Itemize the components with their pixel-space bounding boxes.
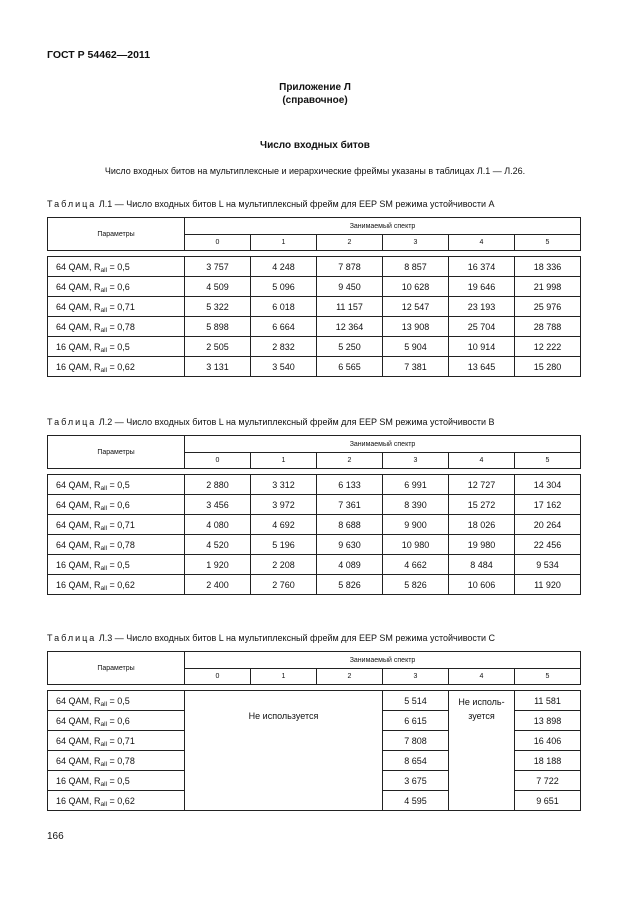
- value-cell: 7 808: [383, 731, 449, 751]
- value-cell: 13 908: [383, 317, 449, 337]
- value-cell: 6 991: [383, 475, 449, 495]
- value-cell: 4 595: [383, 791, 449, 811]
- section-title: Число входных битов: [260, 140, 370, 151]
- table-row: [48, 575, 581, 595]
- table-3: [47, 651, 581, 811]
- value-cell: 7 361: [317, 495, 383, 515]
- value-cell: 4 662: [383, 555, 449, 575]
- column-header: 5: [515, 453, 581, 469]
- value-cell: 25 704: [449, 317, 515, 337]
- value-cell: 2 400: [185, 575, 251, 595]
- column-header: 0: [185, 453, 251, 469]
- value-cell: 9 900: [383, 515, 449, 535]
- value-cell: 5 514: [383, 691, 449, 711]
- param-cell: 64 QAM, $R_{all} = 0,78$: [48, 751, 185, 771]
- table-row: [48, 317, 581, 337]
- value-cell: 14 304: [515, 475, 581, 495]
- table-3-caption-prefix: Таблица: [47, 633, 97, 643]
- param-cell: 16 QAM, $R_{all} = 0,5$: [48, 337, 185, 357]
- value-cell: 3 312: [251, 475, 317, 495]
- value-cell: 5 096: [251, 277, 317, 297]
- value-cell: 8 484: [449, 555, 515, 575]
- value-cell: 9 534: [515, 555, 581, 575]
- value-cell: 18 026: [449, 515, 515, 535]
- param-cell: 16 QAM, $R_{all} = 0,5$: [48, 771, 185, 791]
- column-header: 2: [317, 453, 383, 469]
- value-cell: 18 336: [515, 257, 581, 277]
- value-cell: 8 688: [317, 515, 383, 535]
- column-header: 4: [449, 453, 515, 469]
- param-cell: 16 QAM, $R_{all} = 0,5$: [48, 555, 185, 575]
- value-cell: 8 654: [383, 751, 449, 771]
- value-cell: 11 581: [515, 691, 581, 711]
- table-row: [48, 297, 581, 317]
- column-header: 1: [251, 669, 317, 685]
- param-cell: 64 QAM, $R_{all} = 0,78$: [48, 317, 185, 337]
- value-cell: 9 630: [317, 535, 383, 555]
- standard-designation: ГОСТ Р 54462—2011: [47, 49, 151, 61]
- table-row: [48, 257, 581, 277]
- annex-heading: [0, 81, 630, 107]
- table-2-caption-text: Л.2 — Число входных битов L на мультиплексный фрейм для EEP SM режима устойчивости B: [98, 417, 495, 427]
- value-cell: 6 133: [317, 475, 383, 495]
- value-cell: 10 606: [449, 575, 515, 595]
- column-header: 5: [515, 669, 581, 685]
- column-header: 2: [317, 669, 383, 685]
- param-header: Параметры: [48, 436, 185, 469]
- value-cell: 3 972: [251, 495, 317, 515]
- value-cell: 12 547: [383, 297, 449, 317]
- table-2: [47, 435, 581, 595]
- value-cell: 20 264: [515, 515, 581, 535]
- value-cell: 3 131: [185, 357, 251, 377]
- value-cell: 9 651: [515, 791, 581, 811]
- value-cell: 3 456: [185, 495, 251, 515]
- param-cell: 16 QAM, $R_{all} = 0,62$: [48, 575, 185, 595]
- column-header: 4: [449, 669, 515, 685]
- table-row: [48, 475, 581, 495]
- value-cell: 7 878: [317, 257, 383, 277]
- param-cell: 64 QAM, $R_{all} = 0,5$: [48, 475, 185, 495]
- value-cell: 5 322: [185, 297, 251, 317]
- spectrum-header: Занимаемый спектр: [185, 218, 581, 235]
- value-cell: 4 520: [185, 535, 251, 555]
- param-cell: 64 QAM, $R_{all} = 0,71$: [48, 515, 185, 535]
- table-3-caption: [47, 633, 495, 643]
- value-cell: 2 832: [251, 337, 317, 357]
- table-1: [47, 217, 581, 377]
- value-cell: 10 628: [383, 277, 449, 297]
- column-header: 1: [251, 453, 317, 469]
- value-cell: 2 505: [185, 337, 251, 357]
- column-header: 4: [449, 235, 515, 251]
- value-cell: 19 980: [449, 535, 515, 555]
- value-cell: 25 976: [515, 297, 581, 317]
- value-cell: 13 645: [449, 357, 515, 377]
- table-row: [48, 555, 581, 575]
- value-cell: 6 565: [317, 357, 383, 377]
- table-2-caption-prefix: Таблица: [47, 417, 97, 427]
- column-header: 3: [383, 235, 449, 251]
- value-cell: 23 193: [449, 297, 515, 317]
- value-cell: 12 727: [449, 475, 515, 495]
- value-cell: 5 904: [383, 337, 449, 357]
- value-cell: 12 222: [515, 337, 581, 357]
- value-cell: 17 162: [515, 495, 581, 515]
- param-cell: 64 QAM, $R_{all} = 0,6$: [48, 495, 185, 515]
- value-cell: 4 692: [251, 515, 317, 535]
- value-cell: 11 920: [515, 575, 581, 595]
- value-cell: 28 788: [515, 317, 581, 337]
- value-cell: 1 920: [185, 555, 251, 575]
- spectrum-header: Занимаемый спектр: [185, 652, 581, 669]
- param-cell: 64 QAM, $R_{all} = 0,5$: [48, 691, 185, 711]
- table-3-caption-text: Л.3 — Число входных битов L на мультиплексный фрейм для EEP SM режима устойчивости C: [98, 633, 496, 643]
- param-header: Параметры: [48, 652, 185, 685]
- value-cell: 13 898: [515, 711, 581, 731]
- column-header: 0: [185, 235, 251, 251]
- value-cell: 15 280: [515, 357, 581, 377]
- param-header: Параметры: [48, 218, 185, 251]
- value-cell: 4 509: [185, 277, 251, 297]
- page-number: 166: [47, 831, 64, 842]
- value-cell: 8 857: [383, 257, 449, 277]
- value-cell: 22 456: [515, 535, 581, 555]
- column-header: 1: [251, 235, 317, 251]
- value-cell: 12 364: [317, 317, 383, 337]
- intro-paragraph: Число входных битов на мультиплексные и иерархические фреймы указаны в таблицах Л.1 — Л.26.: [104, 166, 526, 176]
- table-row: [48, 535, 581, 555]
- table-row: [48, 515, 581, 535]
- value-cell: 8 390: [383, 495, 449, 515]
- value-cell: 3 757: [185, 257, 251, 277]
- not-used-cell-col4: Не исполь- зуется: [449, 691, 515, 811]
- value-cell: 5 826: [317, 575, 383, 595]
- value-cell: 4 089: [317, 555, 383, 575]
- value-cell: 6 615: [383, 711, 449, 731]
- table-row: [48, 691, 581, 711]
- value-cell: 4 080: [185, 515, 251, 535]
- column-header: 2: [317, 235, 383, 251]
- spectrum-header: Занимаемый спектр: [185, 436, 581, 453]
- value-cell: 5 196: [251, 535, 317, 555]
- value-cell: 18 188: [515, 751, 581, 771]
- column-header: 0: [185, 669, 251, 685]
- value-cell: 9 450: [317, 277, 383, 297]
- table-row: [48, 277, 581, 297]
- value-cell: 11 157: [317, 297, 383, 317]
- column-header: 5: [515, 235, 581, 251]
- value-cell: 10 980: [383, 535, 449, 555]
- table-2-caption: [47, 417, 495, 427]
- value-cell: 5 826: [383, 575, 449, 595]
- param-cell: 64 QAM, $R_{all} = 0,6$: [48, 711, 185, 731]
- param-cell: 64 QAM, $R_{all} = 0,6$: [48, 277, 185, 297]
- annex-subtitle: (справочное): [282, 95, 348, 106]
- table-row: [48, 337, 581, 357]
- column-header: 3: [383, 453, 449, 469]
- value-cell: 4 248: [251, 257, 317, 277]
- value-cell: 15 272: [449, 495, 515, 515]
- table-row: [48, 495, 581, 515]
- annex-title: Приложение Л: [279, 82, 351, 93]
- param-cell: 64 QAM, $R_{all} = 0,71$: [48, 297, 185, 317]
- table-1-caption-prefix: Таблица: [47, 199, 97, 209]
- value-cell: 6 018: [251, 297, 317, 317]
- value-cell: 2 208: [251, 555, 317, 575]
- value-cell: 16 374: [449, 257, 515, 277]
- value-cell: 3 675: [383, 771, 449, 791]
- value-cell: 10 914: [449, 337, 515, 357]
- param-cell: 64 QAM, $R_{all} = 0,78$: [48, 535, 185, 555]
- table-1-caption: [47, 199, 495, 209]
- value-cell: 16 406: [515, 731, 581, 751]
- table-row: [48, 357, 581, 377]
- value-cell: 7 381: [383, 357, 449, 377]
- column-header: 3: [383, 669, 449, 685]
- table-1-caption-text: Л.1 — Число входных битов L на мультиплексный фрейм для EEP SM режима устойчивости A: [98, 199, 495, 209]
- value-cell: 21 998: [515, 277, 581, 297]
- value-cell: 7 722: [515, 771, 581, 791]
- value-cell: 2 760: [251, 575, 317, 595]
- value-cell: 5 898: [185, 317, 251, 337]
- value-cell: 19 646: [449, 277, 515, 297]
- not-used-cell: Не используется: [185, 691, 383, 811]
- value-cell: 6 664: [251, 317, 317, 337]
- param-cell: 64 QAM, $R_{all} = 0,5$: [48, 257, 185, 277]
- param-cell: 16 QAM, $R_{all} = 0,62$: [48, 791, 185, 811]
- value-cell: 2 880: [185, 475, 251, 495]
- value-cell: 3 540: [251, 357, 317, 377]
- param-cell: 16 QAM, $R_{all} = 0,62$: [48, 357, 185, 377]
- param-cell: 64 QAM, $R_{all} = 0,71$: [48, 731, 185, 751]
- value-cell: 5 250: [317, 337, 383, 357]
